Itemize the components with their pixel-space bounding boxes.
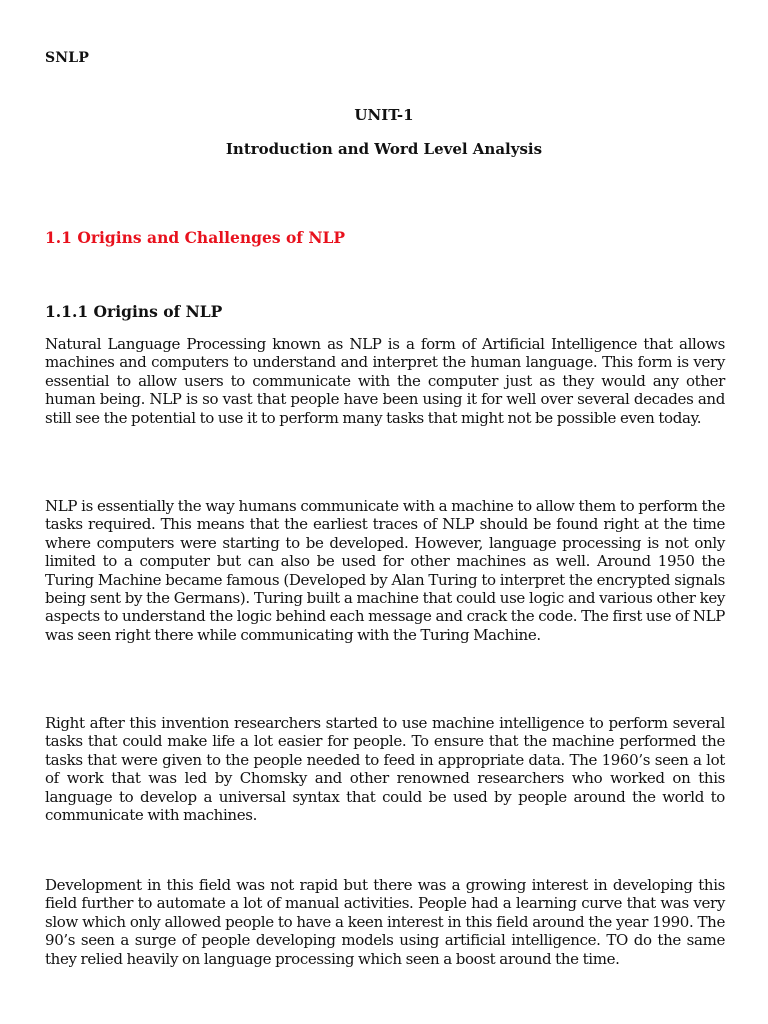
unit-title: UNIT-1 bbox=[354, 106, 414, 124]
unit-subtitle: Introduction and Word Level Analysis bbox=[225, 140, 543, 158]
paragraph-1: Natural Language Processing known as NLP is a form of Artificial Intelligence that allows machines and computers to understand and interpret the human language. This form is very essential to allow users to communicate with the computer just as they would any other human being. NLP is so vast that people have been using it for well over several decades and still see the potential to use it to perform many tasks that might not be possible even today. bbox=[45, 335, 725, 427]
paragraph-2: NLP is essentially the way humans communicate with a machine to allow them to perform the tasks required. This means that the earliest traces of NLP should be found right at the time where computers were starting to be developed. However, language processing is not only limited to a computer but can also be used for other machines as well. Around 1950 the Turing Machine became famous (Developed by Alan Turing to interpret the encrypted signals being sent by the Germans). Turing built a machine that could use logic and various other key aspects to understand the logic behind each message and crack the code. The first use of NLP was seen right there while communicating with the Turing Machine. bbox=[45, 497, 725, 644]
section-heading: 1.1 Origins and Challenges of NLP bbox=[45, 228, 346, 247]
paragraph-4: Development in this field was not rapid but there was a growing interest in developing this field further to automate a lot of manual activities. People had a learning curve that was very slow which only allowed people to have a keen interest in this field around the year 1990. The 90’s seen a surge of people developing models using artificial intelligence. TO do the same they relied heavily on language processing which seen a boost around the time. bbox=[45, 876, 725, 968]
document-header: SNLP bbox=[45, 50, 90, 66]
paragraph-3: Right after this invention researchers started to use machine intelligence to perform several tasks that could make life a lot easier for people. To ensure that the machine performed the tasks that were given to the people needed to feed in appropriate data. The 1960’s seen a lot of work that was led by Chomsky and other renowned researchers who worked on this language to develop a universal syntax that could be used by people around the world to communicate with machines. bbox=[45, 714, 725, 825]
subsection-heading: 1.1.1 Origins of NLP bbox=[45, 302, 223, 321]
